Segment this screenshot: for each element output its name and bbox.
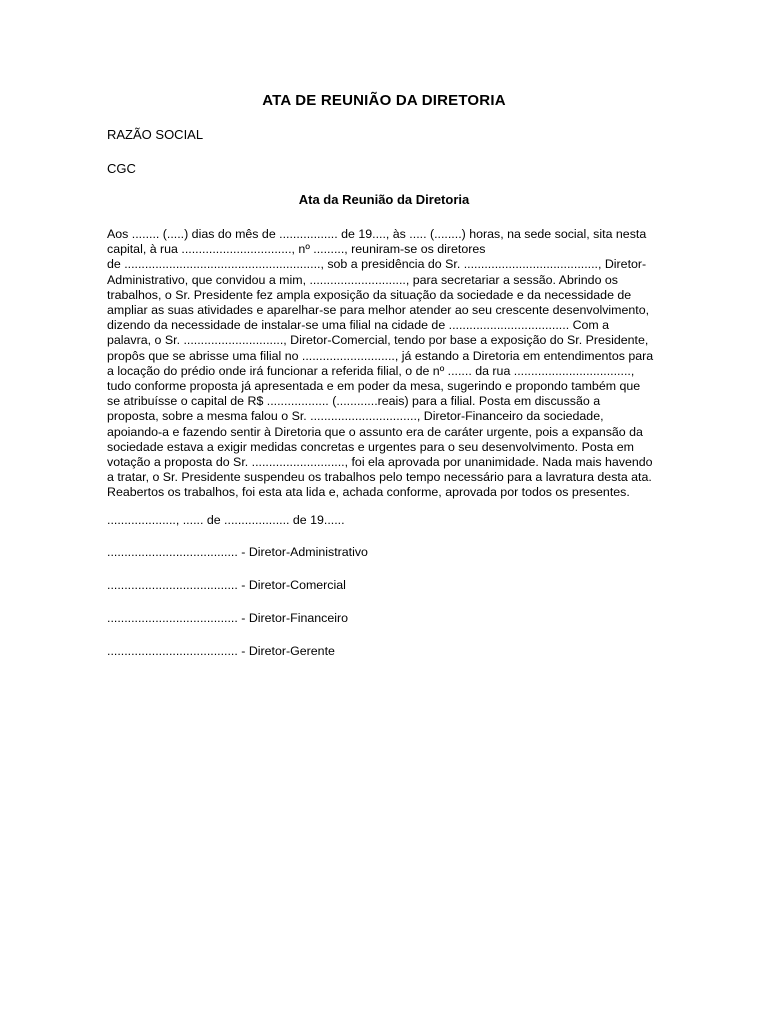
body-line: tudo conforme proposta já apresentada e em poder da mesa, sugerindo e propondo também que (107, 379, 641, 394)
body-line: a tratar, o Sr. Presidente suspendeu os trabalhos pelo tempo necessário para a lavratura desta ata. (107, 470, 652, 485)
body-line: se atribuísse o capital de R$ .................. (............reais) para a filial. Posta em discussão a (107, 394, 601, 409)
minutes-body (107, 227, 663, 501)
signature-line-administrativo: ...................................... - Diretor-Administrativo (107, 545, 368, 559)
document-subtitle: Ata da Reunião da Diretoria (298, 192, 470, 207)
body-line: capital, à rua ................................, nº ........., reuniram-se os diretores (107, 242, 486, 257)
body-line: dizendo da necessidade de instalar-se uma filial na cidade de ................................... Com a (107, 318, 610, 333)
date-line: ...................., ...... de ................... de 19...... (107, 513, 345, 527)
body-line: trabalhos, o Sr. Presidente fez ampla exposição da situação da sociedade e da necessidade de (107, 287, 632, 302)
body-line: sociedade estava a exigir medidas concretas e urgentes para o seu desenvolvimento. Posta em (107, 439, 634, 454)
body-line: proposta, sobre a mesma falou o Sr. ..............................., Diretor-Financeiro da sociedade, (107, 409, 604, 424)
cgc-label: CGC (107, 161, 136, 176)
body-line: votação a proposta do Sr. ..........................., foi ela aprovada por unanimidade. Nada mais havendo (107, 455, 653, 470)
body-line: palavra, o Sr. ............................., Diretor-Comercial, tendo por base a exposição do Sr. Presidente, (107, 333, 649, 348)
body-line: a locação do prédio onde irá funcionar a referida filial, o de nº ....... da rua .................................., (107, 363, 635, 378)
signature-line-comercial: ...................................... - Diretor-Comercial (107, 578, 346, 592)
body-line: de ........................................................., sob a presidência do Sr. ......................................., Diretor- (107, 257, 647, 272)
body-line: ampliar as suas atividades e aparelhar-se para melhor atender ao seu crescente desenvolvimento, (107, 303, 650, 318)
razao-social-label: RAZÃO SOCIAL (107, 127, 204, 142)
signature-line-gerente: ...................................... - Diretor-Gerente (107, 644, 335, 658)
signature-line-financeiro: ...................................... - Diretor-Financeiro (107, 611, 348, 625)
body-line: Administrativo, que convidou a mim, ............................, para secretariar a sessão. Abrindo os (107, 272, 618, 287)
body-line: propôs que se abrisse uma filial no ..........................., já estando a Diretoria em entendimentos para (107, 348, 654, 363)
document-title: ATA DE REUNIÃO DA DIRETORIA (262, 92, 506, 109)
body-line: apoiando-a e fazendo sentir à Diretoria que o assunto era de caráter urgente, pois a expansão da (107, 424, 643, 439)
body-line: Aos ........ (.....) dias do mês de ................. de 19...., às ..... (........) horas, na sede social, sita nesta (107, 227, 647, 241)
body-line: Reabertos os trabalhos, foi esta ata lida e, achada conforme, aprovada por todos os presentes. (107, 485, 630, 500)
